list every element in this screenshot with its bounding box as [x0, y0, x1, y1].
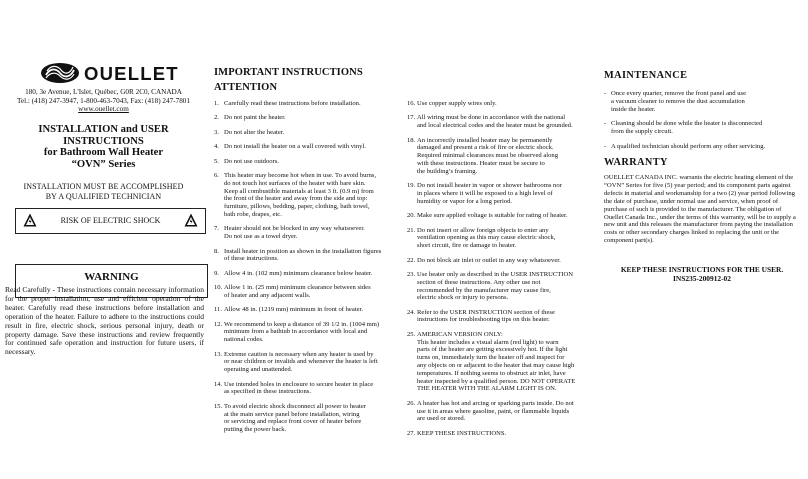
instruction-item: [214, 270, 400, 278]
website: www.ouellet.com: [78, 105, 129, 114]
item-number: 14.: [214, 380, 223, 388]
bullet-dash: -: [604, 90, 607, 97]
instruction-item: [214, 143, 400, 151]
bullet-dash: -: [604, 142, 607, 150]
warning-body: Read Carefully - These instructions contain necessary information for the proper installation, use and efficient operation of the heater. Carefully read these instructions before installation and operation of the heater. Failure to adhere to the instructions could result in fire, electric shock, serious personal injury, death or property damage. Save these instructions and review frequently for continued safe operation and instruction for future users, if necessary.: [5, 285, 204, 357]
maintenance-item: [604, 90, 800, 113]
item-number: 17.: [407, 114, 416, 122]
maintenance-text: A qualified technician should perform any other servicing.: [611, 142, 766, 150]
instruction-item: [407, 257, 593, 265]
instruction-item: [407, 182, 593, 205]
item-text: Allow 48 in. (1219 mm) minimum in front of heater.: [224, 306, 363, 314]
item-number: 7.: [214, 225, 219, 233]
item-text: Make sure applied voltage is suitable for rating of heater.: [417, 212, 568, 220]
attention-heading: ATTENTION: [214, 82, 278, 93]
item-number: 12.: [214, 320, 223, 328]
item-number: 23.: [407, 270, 416, 278]
keep-instructions: KEEP THESE INSTRUCTIONS FOR THE USER.: [620, 265, 784, 274]
instruction-item: [407, 227, 593, 250]
item-number: 1.: [214, 100, 219, 107]
ouellet-swirl-icon: [40, 62, 80, 84]
qualified-technician-notice: [0, 182, 207, 202]
instruction-item: [407, 212, 593, 220]
important-heading: IMPORTANT INSTRUCTIONS: [214, 67, 363, 78]
instruction-item: [407, 137, 593, 176]
item-number: 15.: [214, 402, 223, 410]
notice-line-2: BY A QUALIFIED TECHNICIAN: [45, 192, 162, 201]
item-number: 11.: [214, 306, 222, 314]
item-number: 18.: [407, 136, 416, 144]
company-address: [0, 88, 207, 114]
maintenance-text: Cleaning should be done while the heater is disconnected from the supply circuit.: [611, 120, 763, 136]
ouellet-logo: [40, 62, 190, 84]
instruction-item: [214, 114, 400, 122]
item-text: An incorrectly installed heater may be permanently damaged and present a risk of fire or electric shock. Required minimal clearances must be observed along with these instructions. Heater must be secure to the building’s framing.: [417, 136, 558, 175]
item-number: 4.: [214, 143, 219, 151]
instruction-item: [407, 271, 593, 302]
item-text: A heater has hot and arcing or sparking parts inside. Do not use it in areas where gasoline, paint, or flammable liquids are used or stored.: [417, 399, 574, 423]
instruction-item: [214, 284, 400, 300]
instruction-item: [214, 158, 400, 166]
instruction-item: [407, 114, 593, 130]
instruction-item: [214, 225, 400, 241]
instruction-item: [407, 430, 593, 438]
instruction-item: [214, 351, 400, 374]
item-number: 2.: [214, 114, 219, 122]
instruction-item: [214, 306, 400, 314]
maintenance-text: Once every quarter, remove the front panel and use a vacuum cleaner to remove the dust accumulation inside the heater.: [611, 90, 747, 113]
item-text: Do not paint the heater.: [224, 114, 286, 122]
item-number: 3.: [214, 128, 219, 136]
item-text: Do not install heater in vapor or shower bathrooms nor in places where it will be exposed to a high level of humidity or vapor for a long period.: [417, 182, 562, 205]
title-line-4: “OVN” Series: [71, 158, 136, 170]
item-number: 25.: [407, 330, 416, 338]
item-text: Heater should not be blocked in any way whatsoever. Do not use as a towel dryer.: [224, 225, 365, 241]
item-number: 8.: [214, 247, 219, 255]
item-text: Carefully read these instructions before installation.: [224, 100, 361, 107]
item-text: Use copper supply wires only.: [417, 100, 497, 107]
item-text: Do not use outdoors.: [224, 157, 279, 165]
item-text: To avoid electric shock disconnect all power to heater at the main service panel before installation, wiring or servicing and replace front cover of heater before putting the power back.: [224, 402, 366, 434]
maintenance-item: [604, 120, 800, 136]
item-text: We recommend to keep a distance of 39 1/2 in. (1004 mm) minimum from a bathtub in accordance with local and national codes.: [224, 320, 380, 344]
instruction-list-1: [214, 100, 400, 441]
warranty-heading: WARRANTY: [604, 157, 668, 168]
item-text: Do not install the heater on a wall covered with vinyl.: [224, 143, 366, 151]
instruction-list-2: [407, 100, 593, 444]
instruction-item: [214, 321, 400, 344]
maintenance-list: [604, 90, 800, 158]
item-text: Do not block air inlet or outlet in any way whatsoever.: [417, 256, 561, 264]
item-number: 27.: [407, 429, 416, 437]
item-text: Use heater only as described in the USER INSTRUCTION section of these instructions. Any other use not recommended by the manufacturer may cause fire, electric shock or injury to persons.: [417, 270, 574, 302]
instruction-item: [214, 129, 400, 137]
item-number: 24.: [407, 308, 416, 316]
item-number: 22.: [407, 256, 416, 264]
item-text: Allow 4 in. (102 mm) minimum clearance below heater.: [224, 269, 373, 277]
title-line-2: INSTRUCTIONS: [63, 135, 144, 147]
notice-line-1: INSTALLATION MUST BE ACCOMPLISHED: [23, 182, 184, 191]
document-title: [0, 124, 207, 170]
item-text: AMERICAN VERSION ONLY: This heater includes a visual alarm (red light) to warn parts of the heater are getting excessively hot. If the light turns on, immediately turn the heater off and inspect for any objects on or adjacent to the heater that may cause high temperatures. If nothing seems to obstruct air inlet, have heater inspected by a qualified person. DO NOT OPERATE THE HEATER WITH THE ALARM LIGHT IS ON.: [417, 330, 576, 393]
item-text: KEEP THESE INSTRUCTIONS.: [417, 429, 507, 437]
item-text: Allow 1 in. (25 mm) minimum clearance between sides of heater and any adjacent walls.: [224, 284, 371, 299]
warning-title: WARNING: [84, 271, 139, 283]
item-text: Extreme caution is necessary when any heater is used by or near children or invalids and whenever the heater is left operating and unattended.: [224, 350, 378, 374]
instruction-item: [214, 248, 400, 264]
risk-label: RISK OF ELECTRIC SHOCK: [60, 216, 161, 225]
item-number: 10.: [214, 284, 223, 292]
item-number: 13.: [214, 350, 223, 358]
electric-hazard-icon: [184, 213, 198, 227]
item-number: 9.: [214, 269, 219, 277]
item-text: All wiring must be done in accordance with the national and local electrical codes and the heater must be grounded.: [417, 114, 573, 130]
title-line-3: for Bathroom Wall Heater: [43, 147, 164, 158]
item-number: 21.: [407, 226, 416, 234]
logo-wordmark: OUELLET: [84, 63, 179, 84]
maintenance-item: [604, 143, 800, 151]
item-text: Use intended holes in enclosure to secure heater in place as specified in these instructions.: [224, 380, 374, 396]
item-number: 20.: [407, 212, 416, 220]
risk-of-shock-box: [15, 208, 206, 234]
item-number: 16.: [407, 100, 416, 107]
item-text: Install heater in position as shown in the installation figures of these instructions.: [224, 247, 382, 263]
instruction-item: [214, 403, 400, 434]
item-text: Refer to the USER INSTRUCTION section of these instructions for troubleshooting tips on this heater.: [417, 308, 555, 324]
address-line: 180, 3e Avenue, L'Islet, Québec, G0R 2C0, CANADA: [25, 88, 182, 96]
item-number: 19.: [407, 182, 416, 190]
footer: [604, 265, 800, 283]
instruction-item: [407, 100, 593, 108]
maintenance-heading: MAINTENANCE: [604, 70, 688, 81]
instruction-item: [214, 100, 400, 108]
item-number: 5.: [214, 157, 219, 165]
bullet-dash: -: [604, 120, 607, 128]
title-line-1: INSTALLATION and USER: [38, 124, 169, 135]
instruction-item: [214, 172, 400, 219]
item-text: Do not insert or allow foreign objects to enter any ventilation opening as this may cause electric shock, short circuit, fire or damage to heater.: [417, 226, 556, 250]
instruction-item: [407, 400, 593, 423]
item-text: Do not alter the heater.: [224, 128, 285, 136]
phone-line: Tel.: (418) 247-3947, 1-800-463-7043, Fax: (418) 247-7801: [17, 96, 190, 105]
instruction-item: [214, 381, 400, 397]
instruction-item: [407, 331, 593, 393]
instruction-item: [407, 309, 593, 325]
item-number: 6.: [214, 171, 219, 179]
item-number: 26.: [407, 399, 416, 407]
warranty-body: OUELLET CANADA INC. warrants the electric heating element of the “OVN” Series for five (5) year period; and its component parts against defects in material and workmanship for a two (2) year period following the date of purchase, under normal use and service, when proof of purchase of such is provided to the manufacturer. The obligation of Ouellet Canada Inc., under the terms of this warranty, will be to supply a new unit and this releases the manufacturer from paying the installation costs or other secondary charges linked to replacing the unit or the component part(s).: [604, 174, 796, 245]
document-code: INS235-200912-02: [673, 274, 731, 283]
item-text: This heater may become hot when in use. To avoid burns, do not touch hot surfaces of the heater with bare skin. Keep all combustible materials at least 3 ft. (0.9 m) from the front of the heater and away from the side and top: furniture, pillows, bedding, paper, clothing, bath towel, bath robe, drapes, etc.: [224, 171, 377, 218]
